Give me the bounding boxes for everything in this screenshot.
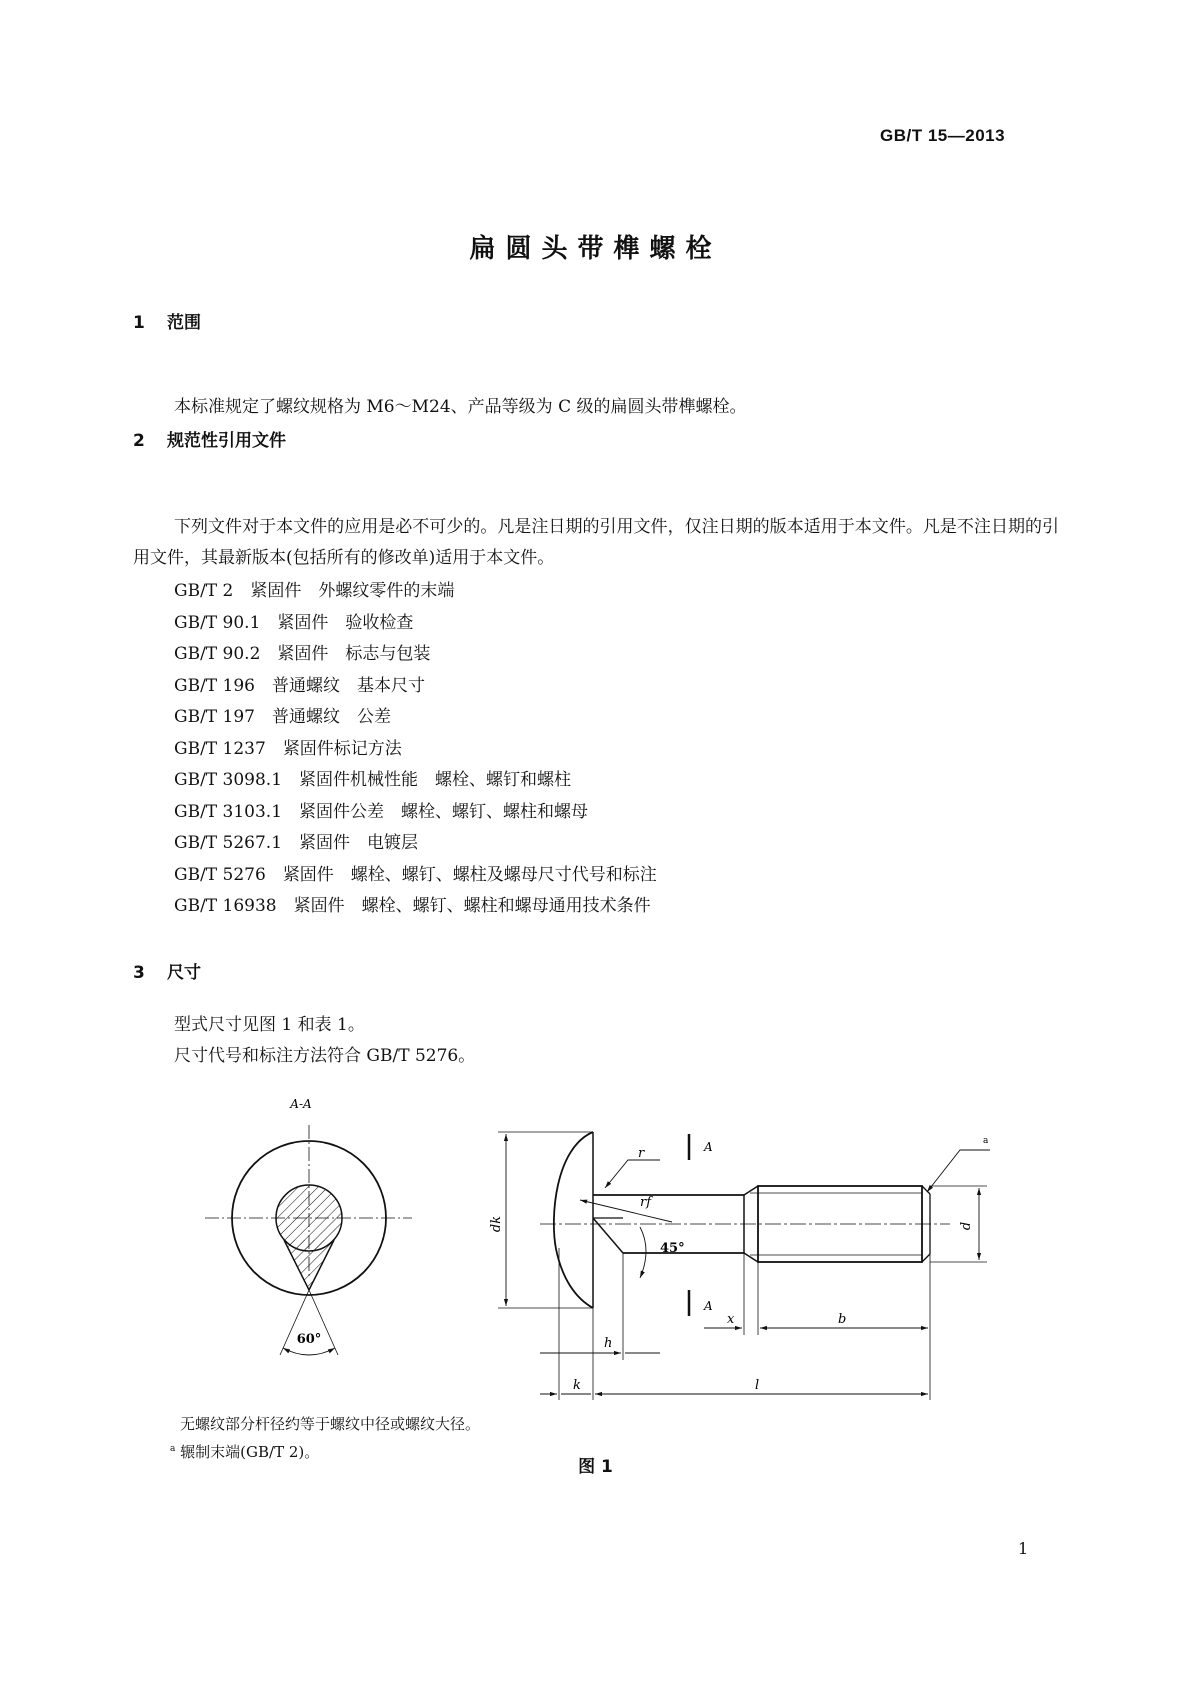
angle-45-label: 45° [660, 1241, 685, 1256]
radius-r-label: r [638, 1146, 645, 1161]
reference-item: GB/T 2 紧固件 外螺纹零件的末端 [174, 581, 455, 601]
section-view-label: A-A [290, 1097, 312, 1111]
reference-item: GB/T 5267.1 紧固件 电镀层 [174, 833, 419, 853]
rolled-end-chamfer [922, 1254, 930, 1262]
reference-item: GB/T 90.2 紧固件 标志与包装 [174, 644, 431, 664]
section-view-a-a [205, 1097, 412, 1355]
d-label: d [959, 1221, 974, 1231]
footnote-marker-a: a [983, 1136, 989, 1146]
reference-item: GB/T 3103.1 紧固件公差 螺栓、螺钉、螺柱和螺母 [174, 801, 589, 822]
angle-60-label: 60° [296, 1332, 322, 1347]
radius-r-leader [605, 1160, 660, 1188]
reference-item: GB/T 3098.1 紧固件机械性能 螺栓、螺钉和螺柱 [174, 770, 572, 790]
scope-paragraph: 本标准规定了螺纹规格为 M6～M24、产品等级为 C 级的扁圆头带榫螺栓。 [174, 397, 747, 417]
thread-runout [744, 1186, 758, 1195]
figure-note-2: $^a$ 辗制末端(GB/T 2)。 [170, 1443, 320, 1461]
k-label: k [573, 1378, 581, 1393]
reference-item: GB/T 90.1 紧固件 验收检查 [174, 612, 414, 633]
radius-rf-label: rf [640, 1195, 652, 1210]
section-mark-label: A [704, 1140, 713, 1154]
l-label: l [755, 1378, 760, 1393]
reference-item: GB/T 1237 紧固件标记方法 [174, 738, 402, 759]
thread-runout [744, 1253, 758, 1262]
section-mark-label: A [704, 1299, 713, 1313]
b-label: b [838, 1312, 847, 1327]
section-number: 3 [133, 963, 145, 983]
section-title: 范围 [167, 313, 201, 333]
footnote-marker: a [170, 1444, 176, 1454]
h-label: h [604, 1336, 613, 1351]
section-number: 1 [133, 313, 145, 333]
dimensions-paragraph-1: 型式尺寸见图 1 和表 1。 [174, 1015, 365, 1035]
angle-60-arc [283, 1348, 335, 1355]
figure-note-1: 无螺纹部分杆径约等于螺纹中径或螺纹大径。 [180, 1415, 481, 1433]
square-neck-chamfer [593, 1218, 623, 1253]
section-number: 2 [133, 431, 145, 451]
bolt-head-dome [554, 1132, 593, 1308]
x-label: x [727, 1312, 735, 1327]
section-title: 规范性引用文件 [167, 431, 286, 451]
bolt-side-view [489, 1132, 990, 1400]
page-number: 1 [1018, 1539, 1029, 1558]
normative-intro-paragraph: 下列文件对于本文件的应用是必不可少的。凡是注日期的引用文件，仅注日期的版本适用于本文件。凡是不注日期的引用文件，其最新版本(包括所有的修改单)适用于本文件。 [133, 517, 1059, 568]
figure-caption: 图 1 [578, 1457, 613, 1477]
reference-item: GB/T 196 普通螺纹 基本尺寸 [174, 675, 425, 696]
section-title: 尺寸 [167, 963, 201, 983]
reference-item: GB/T 5276 紧固件 螺栓、螺钉、螺柱及螺母尺寸代号和标注 [174, 864, 657, 885]
dk-label: dk [489, 1215, 504, 1233]
reference-item: GB/T 197 普通螺纹 公差 [174, 707, 391, 727]
reference-item: GB/T 16938 紧固件 螺栓、螺钉、螺柱和螺母通用技术条件 [174, 896, 651, 916]
document-title: 扁圆头带榫螺栓 [469, 234, 722, 264]
standard-number: GB/T 15—2013 [880, 126, 1006, 145]
dimensions-paragraph-2: 尺寸代号和标注方法符合 GB/T 5276。 [174, 1046, 476, 1066]
